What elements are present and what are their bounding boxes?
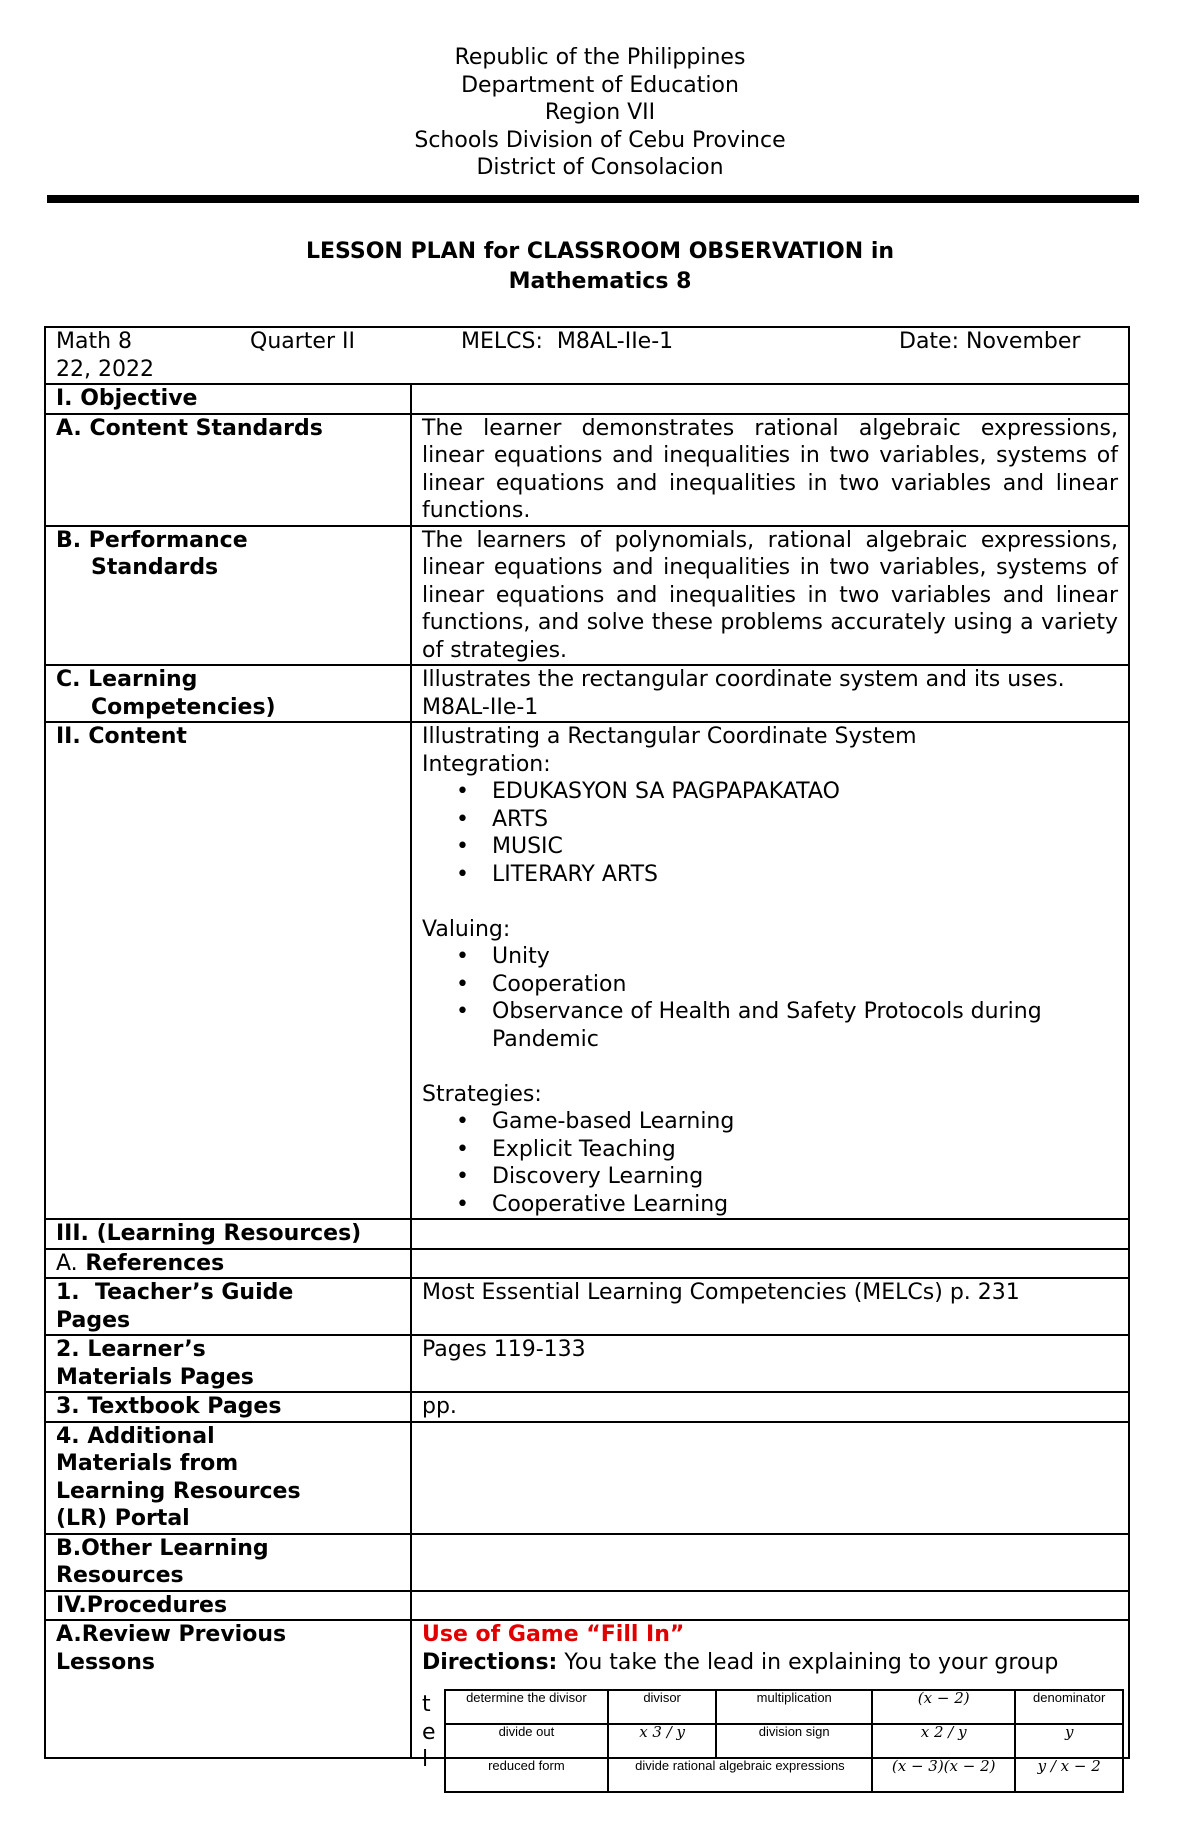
tg-label-line1: 1. Teacher’s Guide xyxy=(56,1280,294,1305)
content-topic: Illustrating a Rectangular Coordinate System xyxy=(422,724,917,749)
grid-cell: division sign xyxy=(716,1724,872,1758)
header-department: Department of Education xyxy=(461,72,739,98)
valuing-label: Valuing: xyxy=(422,916,511,942)
tg-label-line2: Pages xyxy=(56,1307,131,1333)
game-directions xyxy=(422,1649,1118,1677)
title-line-1: LESSON PLAN for CLASSROOM OBSERVATION in xyxy=(305,239,895,264)
learning-resources-heading: III. (Learning Resources) xyxy=(45,1219,411,1249)
references-row xyxy=(45,1249,1129,1279)
competency-code: M8AL-IIe-1 xyxy=(422,694,539,720)
other-label-line2: Resources xyxy=(56,1563,184,1588)
list-item: • Explicit Teaching xyxy=(492,1136,1118,1164)
directions-label: Directions: xyxy=(422,1649,558,1675)
teachers-guide-value: Most Essential Learning Competencies (MELCs) p. 231 xyxy=(411,1278,1129,1335)
list-item: • MUSIC xyxy=(492,833,1118,861)
procedures-heading: IV.Procedures xyxy=(45,1591,411,1621)
content-standards-row xyxy=(45,414,1129,526)
grid-row xyxy=(445,1690,1123,1724)
fill-in-grid xyxy=(444,1689,1124,1793)
info-cell xyxy=(45,327,1129,384)
grid-cell: divide out xyxy=(445,1724,608,1758)
performance-standards-row xyxy=(45,526,1129,666)
header-republic: Republic of the Philippines xyxy=(454,45,746,70)
other-resources-blank xyxy=(411,1534,1129,1591)
quarter-label: Quarter II xyxy=(250,329,355,354)
lm-label-line2: Materials Pages xyxy=(56,1364,254,1390)
content-details xyxy=(411,722,1129,1219)
directions-text: You take the lead in explaining to your group xyxy=(557,1649,1059,1675)
performance-standards-label xyxy=(45,526,411,666)
list-item: • Cooperative Learning xyxy=(492,1191,1118,1219)
competencies-label-line1: C. Learning xyxy=(56,667,198,692)
content-standards-text: The learner demonstrates rational algebraic expressions, linear equations and inequalities in two variables, systems of linear equations and inequalities in two variables and linear functions. xyxy=(411,414,1129,526)
learners-materials-value: Pages 119-133 xyxy=(411,1335,1129,1392)
lesson-plan-title xyxy=(0,237,1200,297)
list-item: • Observance of Health and Safety Protocols during Pandemic xyxy=(492,998,1118,1053)
grid-row xyxy=(445,1758,1123,1792)
review-row xyxy=(45,1620,1129,1758)
performance-standards-text: The learners of polynomials, rational algebraic expressions, linear equations and inequalities in two variables, systems of linear equations and inequalities in two variables and linear functions, and solve these problems accurately using a variety of strategies. xyxy=(411,526,1129,666)
am-label-line2: Materials from xyxy=(56,1451,239,1476)
subject-label: Math 8 xyxy=(56,329,133,354)
lesson-plan-table xyxy=(44,326,1130,1775)
list-item: • EDUKASYON SA PAGPAPAKATAO xyxy=(492,778,1118,806)
am-label-line4: (LR) Portal xyxy=(56,1506,190,1531)
header-region: Region VII xyxy=(544,100,656,125)
performance-label-line1: B. Performance xyxy=(56,527,248,553)
grid-cell: y xyxy=(1015,1724,1123,1758)
content-row xyxy=(45,722,1129,1219)
list-item: • Unity xyxy=(492,943,1118,971)
list-item: • Game-based Learning xyxy=(492,1108,1118,1136)
objective-heading: I. Objective xyxy=(45,384,411,414)
textbook-value: pp. xyxy=(411,1392,1129,1422)
list-item: • LITERARY ARTS xyxy=(492,861,1118,889)
list-item: • Cooperation xyxy=(492,971,1118,999)
grid-cell: determine the divisor xyxy=(445,1690,608,1724)
grid-cell: reduced form xyxy=(445,1758,608,1792)
review-content xyxy=(411,1620,1129,1775)
grid-cell: divisor xyxy=(608,1690,717,1724)
grid-cell: x 3 / y xyxy=(608,1724,717,1758)
teachers-guide-row xyxy=(45,1278,1129,1335)
references-blank xyxy=(411,1249,1129,1279)
date-value: 22, 2022 xyxy=(56,356,154,382)
grid-row xyxy=(445,1724,1123,1758)
learning-resources-row xyxy=(45,1219,1129,1249)
strategies-list xyxy=(422,1108,1118,1218)
valuing-list xyxy=(422,943,1118,1053)
learners-materials-label xyxy=(45,1335,411,1392)
list-item: • Discovery Learning xyxy=(492,1163,1118,1191)
additional-materials-label xyxy=(45,1422,411,1534)
learning-resources-blank xyxy=(411,1219,1129,1249)
strategies-label: Strategies: xyxy=(422,1081,542,1107)
melcs-label: MELCS: M8AL-IIe-1 xyxy=(461,329,674,354)
learning-competencies-label xyxy=(45,665,411,722)
review-label-line1: A.Review Previous xyxy=(56,1622,287,1647)
review-label-line2: Lessons xyxy=(56,1649,155,1675)
title-line-2: Mathematics 8 xyxy=(508,269,692,294)
info-row xyxy=(45,327,1129,384)
references-label xyxy=(45,1249,411,1279)
additional-materials-blank xyxy=(411,1422,1129,1534)
teachers-guide-label xyxy=(45,1278,411,1335)
grid-cell: x 2 / y xyxy=(872,1724,1015,1758)
references-text: References xyxy=(77,1250,225,1276)
header-division: Schools Division of Cebu Province xyxy=(414,127,786,153)
grid-cell: divide rational algebraic expressions xyxy=(608,1758,872,1792)
learning-competencies-text xyxy=(411,665,1129,722)
grid-cell: denominator xyxy=(1015,1690,1123,1724)
hidden-text-margin: t e l xyxy=(422,1689,444,1757)
document-header xyxy=(0,44,1200,182)
textbook-label: 3. Textbook Pages xyxy=(45,1392,411,1422)
references-prefix: A. xyxy=(56,1250,78,1276)
additional-materials-row xyxy=(45,1422,1129,1534)
list-item: • ARTS xyxy=(492,806,1118,834)
am-label-line3: Learning Resources xyxy=(56,1478,301,1504)
other-resources-row xyxy=(45,1534,1129,1591)
other-label-line1: B.Other Learning xyxy=(56,1535,269,1561)
content-standards-label: A. Content Standards xyxy=(45,414,411,526)
procedures-row xyxy=(45,1591,1129,1621)
procedures-blank xyxy=(411,1591,1129,1621)
grid-cell: (x − 2) xyxy=(872,1690,1015,1724)
content-heading: II. Content xyxy=(45,722,411,1219)
learners-materials-row xyxy=(45,1335,1129,1392)
integration-label: Integration: xyxy=(422,751,551,777)
date-label: Date: November xyxy=(899,329,1081,354)
objective-row xyxy=(45,384,1129,414)
performance-label-line2: Standards xyxy=(91,555,219,580)
textbook-row xyxy=(45,1392,1129,1422)
learning-competencies-row xyxy=(45,665,1129,722)
other-resources-label xyxy=(45,1534,411,1591)
grid-cell: y / x − 2 xyxy=(1015,1758,1123,1792)
competency-statement: Illustrates the rectangular coordinate system and its uses. xyxy=(422,667,1065,692)
grid-cell: multiplication xyxy=(716,1690,872,1724)
am-label-line1: 4. Additional xyxy=(56,1423,215,1449)
lm-label-line1: 2. Learner’s xyxy=(56,1337,206,1362)
competencies-label-line2: Competencies) xyxy=(91,694,276,720)
header-divider xyxy=(47,195,1139,203)
game-title: Use of Game “Fill In” xyxy=(422,1622,685,1647)
header-district: District of Consolacion xyxy=(476,155,724,180)
grid-cell: (x − 3)(x − 2) xyxy=(872,1758,1015,1792)
review-label xyxy=(45,1620,411,1758)
integration-list xyxy=(422,778,1118,888)
objective-blank xyxy=(411,384,1129,414)
